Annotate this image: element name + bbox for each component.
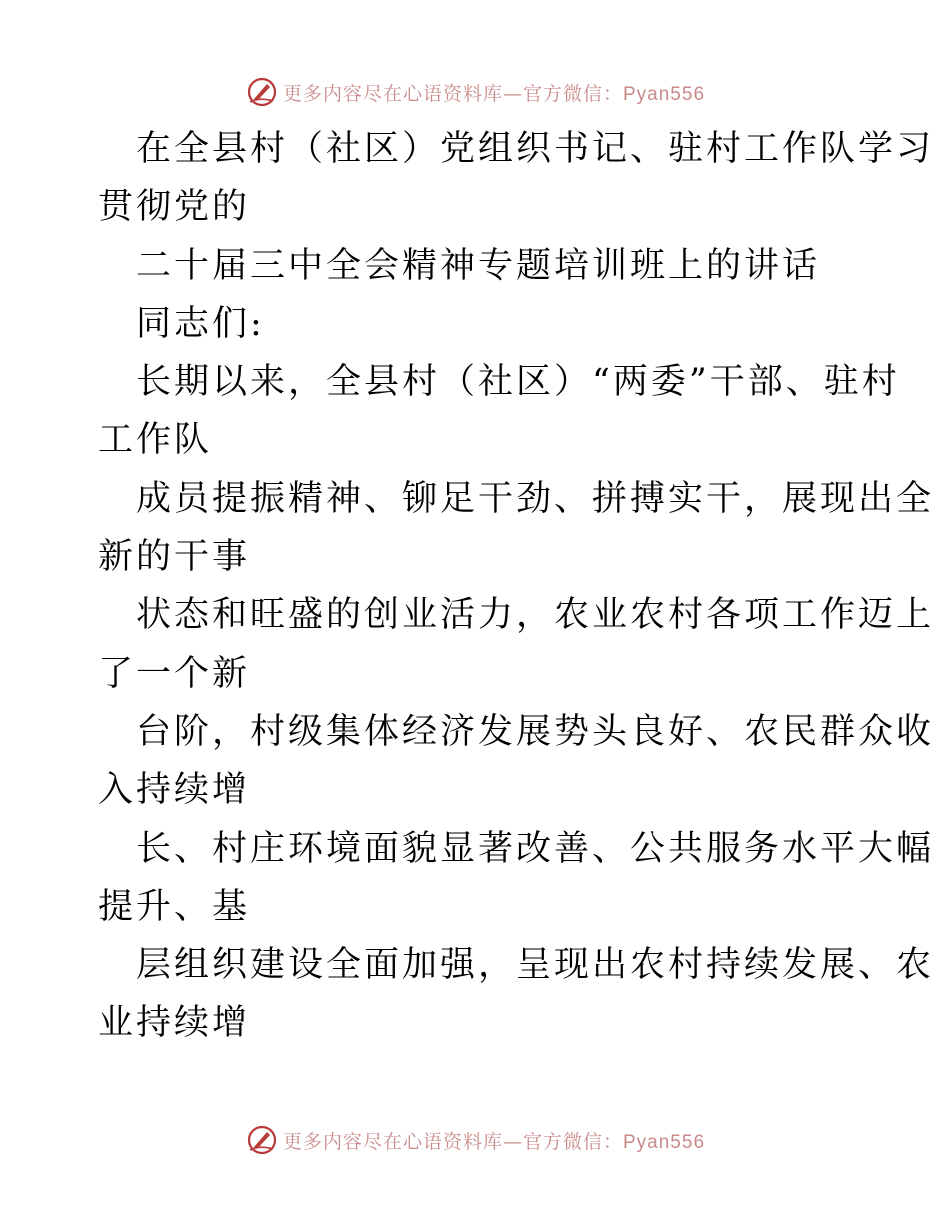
text-line: 入持续增	[98, 770, 251, 811]
text-line: 长、村庄环境面貌显著改善、公共服务水平大幅	[136, 828, 935, 869]
text-line: 长期以来，全县村（社区）“两委”干部、驻村	[136, 362, 900, 403]
footer-watermark	[0, 1122, 950, 1158]
watermark-dash: —	[502, 1130, 523, 1153]
watermark-main: 更多内容尽在心语资料库	[282, 1130, 503, 1153]
text-line: 了一个新	[98, 653, 251, 694]
text-line: 业持续增	[98, 1003, 251, 1044]
text-line: 二十届三中全会精神专题培训班上的讲话	[136, 245, 821, 286]
text-line: 贯彻党的	[98, 187, 251, 228]
footer-watermark-text	[283, 1127, 705, 1154]
text-line: 成员提振精神、铆足干劲、拼搏实干，展现出全	[136, 478, 935, 519]
text-line: 层组织建设全面加强，呈现出农村持续发展、农	[136, 945, 935, 986]
watermark-wechat-id: Pyan556	[623, 83, 706, 105]
text-line: 台阶，村级集体经济发展势头良好、农民群众收	[136, 711, 935, 752]
text-line: 新的干事	[98, 537, 251, 578]
speech-body	[98, 120, 935, 1053]
text-line: 提升、基	[98, 886, 251, 927]
text-line: 工作队	[98, 420, 213, 461]
pen-logo-icon	[245, 1123, 279, 1157]
watermark-wechat-label: 官方微信：	[522, 1130, 623, 1153]
watermark-wechat-label: 官方微信：	[522, 82, 623, 105]
pen-logo-icon	[245, 75, 279, 109]
watermark-dash: —	[502, 82, 523, 105]
text-line: 同志们:	[136, 303, 265, 344]
header-watermark-text	[283, 79, 705, 106]
text-line: 状态和旺盛的创业活力，农业农村各项工作迈上	[136, 595, 935, 636]
watermark-wechat-id: Pyan556	[623, 1131, 706, 1153]
watermark-main: 更多内容尽在心语资料库	[282, 82, 503, 105]
text-line: 在全县村（社区）党组织书记、驻村工作队学习	[136, 129, 935, 169]
header-watermark	[0, 74, 950, 110]
